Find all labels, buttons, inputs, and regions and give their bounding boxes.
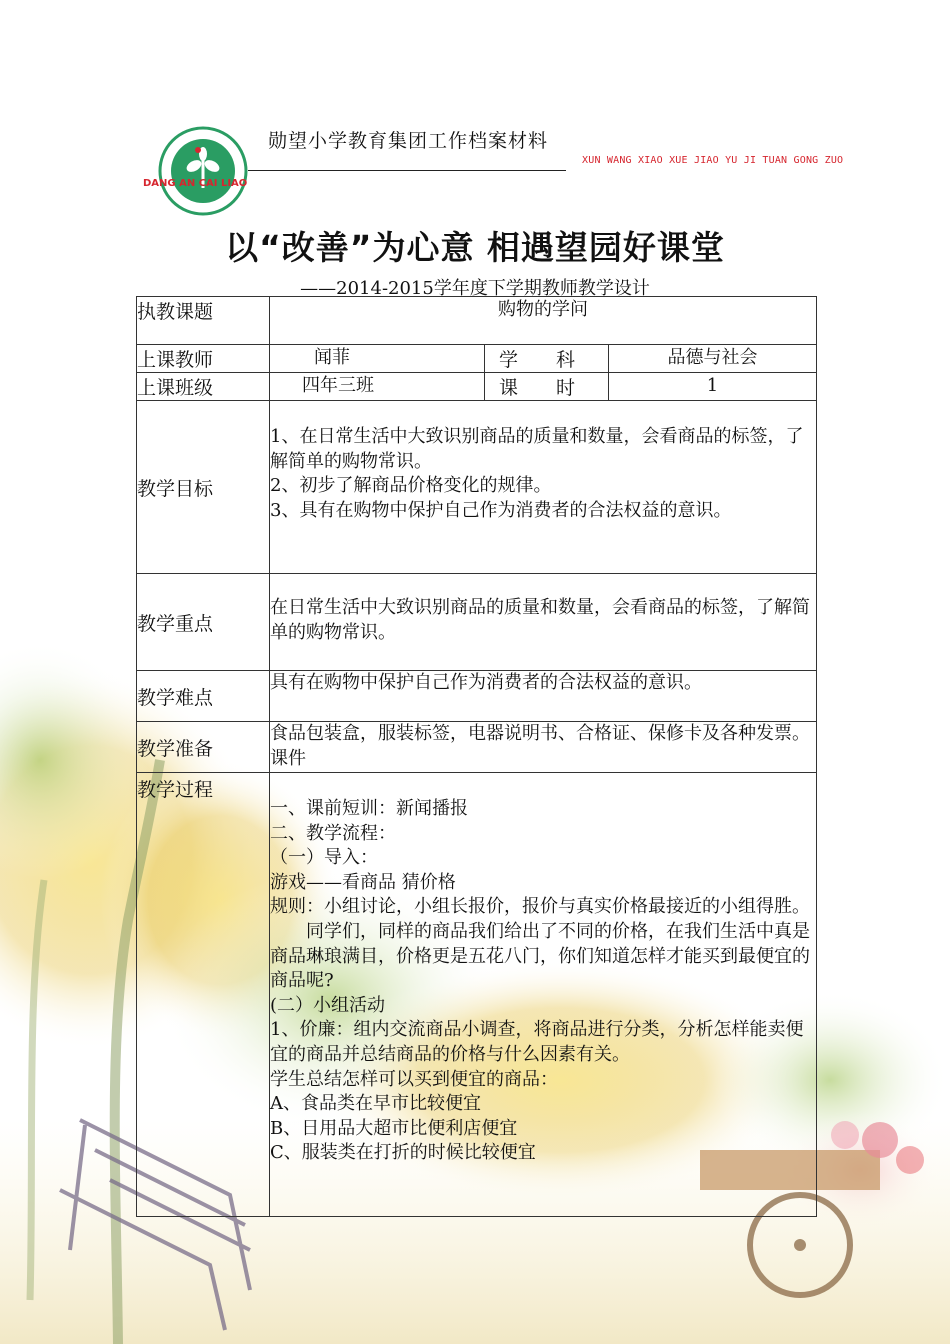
key-point-label: 教学重点 (137, 574, 270, 671)
process-line: B、日用品大超市比便利店便宜 (270, 1117, 518, 1139)
process-line: 规则：小组讨论，小组长报价，报价与真实价格最接近的小组得胜。 (270, 896, 810, 918)
hours-value: 1 (609, 373, 817, 401)
key-point-text: 在日常生活中大致识别商品的质量和数量，会看商品的标签，了解简单的购物常识。 (270, 597, 810, 643)
row-key-point (137, 574, 817, 671)
row-topic (137, 297, 817, 345)
organization-pinyin: XUN WANG XIAO XUE JIAO YU JI TUAN GONG ZUO (582, 155, 844, 166)
goal-item: 2、初步了解商品价格变化的规律。 (270, 475, 552, 497)
lesson-plan-table (136, 296, 817, 1217)
topic-value: 购物的学问 (270, 297, 817, 345)
difficulty-label: 教学难点 (137, 671, 270, 722)
row-class (137, 373, 817, 401)
preparation-label: 教学准备 (137, 722, 270, 773)
goals-label: 教学目标 (137, 401, 270, 574)
difficulty-content (270, 671, 817, 722)
process-line: 游戏——看商品 猜价格 (270, 871, 456, 893)
process-line: （一）导入： (270, 847, 378, 869)
preparation-content (270, 722, 817, 773)
process-line: C、服装类在打折的时候比较便宜 (270, 1142, 536, 1164)
process-line: 学生总结怎样可以买到便宜的商品： (270, 1068, 558, 1090)
document-subtitle: ——2014-2015学年度下学期教师教学设计 (300, 278, 650, 299)
row-process (137, 773, 817, 1217)
process-line: A、食品类在早市比较便宜 (270, 1093, 481, 1115)
header-divider (248, 170, 566, 171)
process-line: (二）小组活动 (270, 994, 386, 1016)
organization-name: 勋望小学教育集团工作档案材料 (268, 130, 549, 152)
preparation-text: 食品包装盒，服装标签，电器说明书、合格证、保修卡及各种发票。课件 (270, 723, 810, 769)
row-goals (137, 401, 817, 574)
row-teacher (137, 345, 817, 373)
difficulty-text: 具有在购物中保护自己作为消费者的合法权益的意识。 (270, 672, 702, 693)
goal-item: 3、具有在购物中保护自己作为消费者的合法权益的意识。 (270, 499, 732, 521)
process-line: 二、教学流程： (270, 822, 396, 844)
process-label: 教学过程 (137, 773, 270, 1217)
teacher-value: 闻菲 (270, 345, 485, 373)
goal-item: 1、在日常生活中大致识别商品的质量和数量，会看商品的标签，了解简单的购物常识。 (270, 426, 804, 472)
teacher-label: 上课教师 (137, 345, 270, 373)
school-logo (158, 126, 248, 216)
process-line: 一、课前短训：新闻播报 (270, 798, 468, 819)
row-preparation (137, 722, 817, 773)
goals-content (270, 401, 817, 574)
hours-label: 课 时 (485, 373, 609, 401)
row-difficulty (137, 671, 817, 722)
process-content (270, 773, 817, 1217)
subject-label: 学 科 (485, 345, 609, 373)
topic-label: 执教课题 (137, 297, 270, 345)
document-title: 以“改善”为心意 相遇望园好课堂 (225, 228, 725, 267)
process-line: 同学们，同样的商品我们给出了不同的价格，在我们生活中真是商品琳琅满目，价格更是五花八门，你们知道怎样才能买到最便宜的商品呢? (270, 920, 810, 992)
class-value: 四年三班 (270, 373, 485, 401)
key-point-content (270, 574, 817, 671)
subject-value: 品德与社会 (609, 345, 817, 373)
process-line: 1、价廉：组内交流商品小调查，将商品进行分类，分析怎样能卖便宜的商品并总结商品的价格与什么因素有关。 (270, 1019, 804, 1065)
class-label: 上课班级 (137, 373, 270, 401)
archive-tag: DANG AN CAI LIAO (143, 178, 248, 189)
